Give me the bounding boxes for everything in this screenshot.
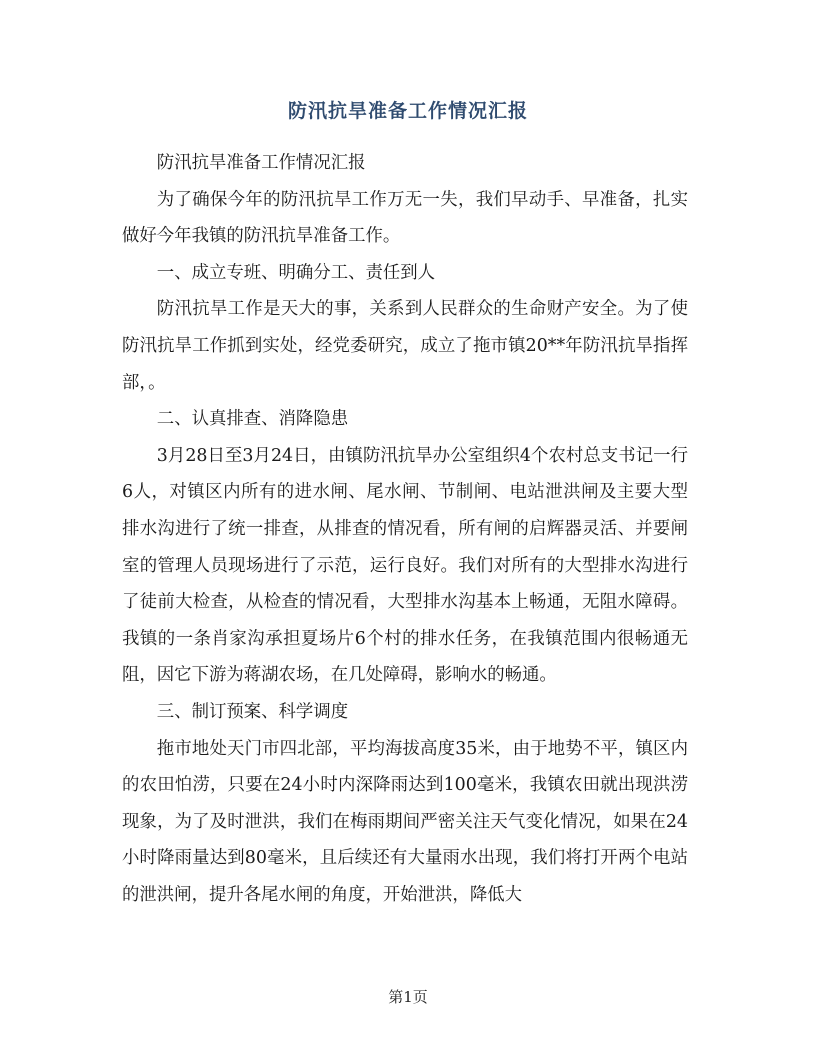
body-paragraph: 防汛抗旱准备工作情况汇报 — [156, 153, 366, 173]
section-heading: 二、认真排查、消降隐患 — [156, 409, 349, 430]
section-heading: 三、制订预案、科学调度 — [156, 701, 349, 722]
page-number: 第1页 — [388, 988, 428, 1006]
body-paragraph: 防汛抗旱工作是天大的事，关系到人民群众的生命财产安全。为了使防汛抗旱工作抓到实处，经党委研究，成立了拖市镇20**年防汛抗旱指挥部，。 — [122, 299, 688, 393]
section-heading: 一、成立专班、明确分工、责任到人 — [156, 262, 436, 283]
document-body — [122, 145, 688, 913]
body-paragraph: 拖市地处天门市四北部，平均海拔高度35米，由于地势不平，镇区内的农田怕涝，只要在24小时内深降雨达到100毫米，我镇农田就出现洪涝现象，为了及时泄洪，我们在梅雨期间严密关注天气变化情况，如果在24小时降雨量达到80毫米，且后续还有大量雨水出现，我们将打开两个电站的泄洪闸，提升各尾水闸的角度，开始泄洪，降低大 — [122, 738, 688, 905]
document-title: 防汛抗旱准备工作情况汇报 — [287, 100, 528, 122]
body-paragraph: 为了确保今年的防汛抗旱工作万无一失，我们早动手、早准备，扎实做好今年我镇的防汛抗旱准备工作。 — [122, 189, 688, 247]
body-paragraph: 3月28日至3月24日，由镇防汛抗旱办公室组织4个农村总支书记一行6人，对镇区内所有的进水闸、尾水闸、节制闸、电站泄洪闸及主要大型排水沟进行了统一排查，从排查的情况看，所有闸的启辉器灵活、并要闸室的管理人员现场进行了示范，运行良好。我们对所有的大型排水沟进行了徒前大检查，从检查的情况看，大型排水沟基本上畅通，无阻水障碍。我镇的一条肖家沟承担夏场片6个村的排水任务，在我镇范围内很畅通无阻，因它下游为蒋湖农场，在几处障碍，影响水的畅通。 — [122, 445, 688, 686]
